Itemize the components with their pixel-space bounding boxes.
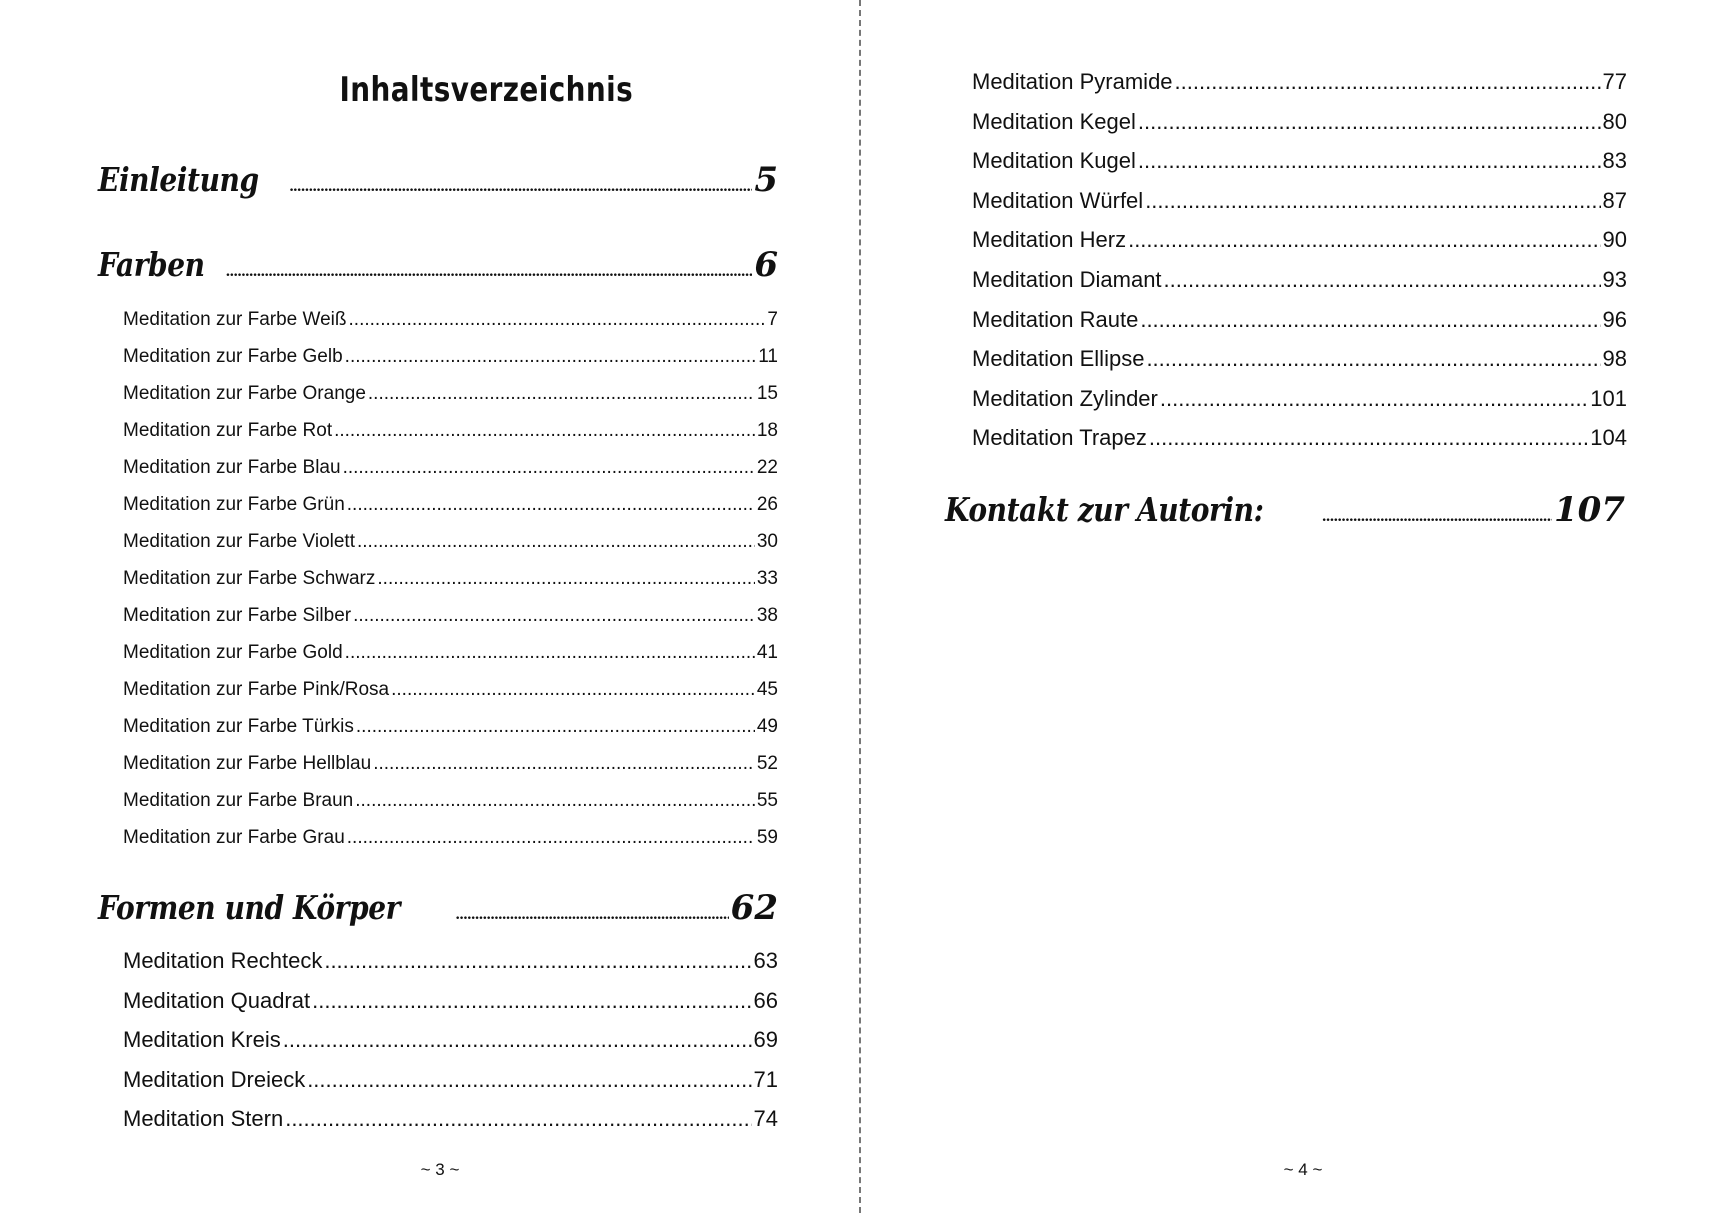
toc-entry[interactable] [972, 307, 1627, 333]
toc-entry[interactable] [972, 425, 1627, 451]
leader-dots [377, 568, 754, 590]
leader-dots [1164, 267, 1601, 293]
entry-page: 101 [1590, 385, 1627, 411]
entry-label: Meditation zur Farbe Braun [123, 790, 354, 811]
entry-label: Meditation Rechteck [123, 948, 323, 973]
leader-dots [1128, 227, 1600, 253]
entry-page: 11 [758, 346, 778, 367]
leader-dots [1175, 69, 1601, 95]
entry-label: Meditation Diamant [972, 267, 1162, 292]
toc-entry[interactable] [972, 69, 1627, 95]
entry-label: Meditation Herz [972, 227, 1127, 253]
section-label: Farben [98, 245, 205, 284]
toc-entry[interactable] [972, 227, 1627, 253]
toc-entry[interactable] [123, 420, 778, 442]
leader-dots [283, 1027, 752, 1053]
entry-label: Meditation zur Farbe Grau [123, 827, 345, 848]
entry-label: Meditation Würfel [972, 187, 1144, 213]
toc-entry[interactable] [972, 109, 1627, 135]
entry-page: 55 [756, 790, 778, 811]
entry-page: 45 [756, 679, 778, 700]
toc-entry[interactable] [972, 267, 1627, 293]
toc-entry[interactable] [123, 716, 778, 738]
entry-label: Meditation zur Farbe Türkis [123, 716, 354, 737]
page-number-footer: ~ 4 ~ [1283, 1160, 1323, 1179]
entry-page: 22 [756, 457, 778, 478]
entry-page: 93 [1602, 267, 1627, 292]
leader-dots [343, 457, 755, 479]
entry-page: 18 [756, 420, 778, 441]
leader-dots [345, 346, 757, 368]
entry-page: 38 [756, 605, 778, 626]
entry-page: 63 [753, 948, 778, 973]
toc-entry[interactable] [972, 148, 1627, 174]
entry-page: 52 [756, 753, 778, 774]
entry-label: Meditation zur Farbe Gold [123, 642, 343, 663]
leader-dots [357, 531, 755, 553]
entry-label: Meditation zur Farbe Orange [123, 383, 366, 404]
entry-label: Meditation zur Farbe Rot [123, 420, 333, 441]
leader-dots [1140, 307, 1600, 333]
toc-section-farben[interactable] [98, 245, 778, 285]
entry-page: 87 [1602, 187, 1627, 213]
section-label: Einleitung [98, 160, 259, 199]
toc-entry[interactable] [123, 531, 778, 553]
leader-dots [356, 716, 755, 738]
entry-label: Meditation zur Farbe Grün [123, 494, 345, 515]
entry-label: Meditation zur Farbe Blau [123, 457, 341, 478]
leader-dots [324, 948, 751, 974]
toc-entry[interactable] [123, 642, 778, 664]
toc-entry[interactable] [123, 1067, 778, 1093]
entry-page: 30 [756, 531, 778, 552]
entry-page: 15 [756, 383, 778, 404]
section-page: 6 [754, 245, 778, 285]
entry-label: Meditation Raute [972, 306, 1139, 332]
toc-entry[interactable] [123, 457, 778, 479]
entry-page: 66 [753, 987, 778, 1013]
toc-title: Inhaltsverzeichnis [339, 70, 634, 110]
entry-label: Meditation Stern [123, 1106, 284, 1132]
toc-section-kontakt[interactable] [945, 490, 1625, 530]
toc-entry[interactable] [123, 1027, 778, 1053]
entry-page: 96 [1602, 306, 1627, 332]
leader-dots [353, 605, 755, 627]
entry-page: 41 [756, 642, 778, 663]
toc-entry[interactable] [123, 790, 778, 812]
leader-dots [1322, 509, 1552, 525]
entry-page: 49 [756, 716, 778, 737]
entry-label: Meditation Ellipse [972, 346, 1145, 372]
leader-dots [347, 827, 755, 849]
leader-dots [373, 753, 755, 775]
toc-section-formen[interactable] [98, 888, 778, 928]
entry-page: 7 [767, 309, 778, 330]
entry-page: 59 [756, 827, 778, 848]
entry-page: 77 [1602, 69, 1627, 94]
leader-dots [1145, 188, 1600, 214]
toc-entry[interactable] [123, 1106, 778, 1132]
section-label: Formen und Körper [98, 888, 400, 927]
entry-page: 71 [753, 1066, 778, 1092]
toc-entry[interactable] [123, 988, 778, 1014]
toc-entry[interactable] [123, 753, 778, 775]
entry-page: 33 [756, 568, 778, 589]
toc-entry[interactable] [123, 948, 778, 974]
entry-page: 104 [1590, 425, 1627, 451]
leader-dots [368, 383, 755, 405]
leader-dots [1149, 425, 1588, 451]
toc-entry[interactable] [123, 827, 778, 849]
entry-label: Meditation zur Farbe Hellblau [123, 753, 372, 774]
toc-entry[interactable] [123, 494, 778, 516]
entry-page: 98 [1602, 346, 1627, 372]
toc-entry[interactable] [123, 679, 778, 701]
leader-dots [289, 179, 752, 195]
entry-label: Meditation Zylinder [972, 385, 1158, 411]
entry-label: Meditation Dreieck [123, 1066, 306, 1092]
toc-entry[interactable] [123, 605, 778, 627]
leader-dots [1146, 346, 1600, 372]
entry-page: 83 [1602, 148, 1627, 174]
entry-page: 26 [756, 494, 778, 515]
leader-dots [391, 679, 755, 701]
leader-dots [355, 790, 755, 812]
toc-entry[interactable] [123, 309, 778, 331]
leader-dots [345, 642, 755, 664]
toc-entry[interactable] [972, 386, 1627, 412]
entry-label: Meditation Kreis [123, 1027, 281, 1053]
entry-label: Meditation zur Farbe Violett [123, 531, 355, 552]
entry-label: Meditation zur Farbe Pink/Rosa [123, 679, 390, 700]
entry-label: Meditation zur Farbe Silber [123, 605, 352, 626]
entry-page: 74 [753, 1106, 778, 1132]
leader-dots [225, 264, 752, 280]
leader-dots [1138, 148, 1601, 174]
entry-label: Meditation zur Farbe Gelb [123, 346, 343, 367]
section-page: 5 [754, 160, 778, 200]
toc-entry[interactable] [972, 346, 1627, 372]
section-page: 62 [730, 888, 778, 928]
entry-label: Meditation zur Farbe Schwarz [123, 568, 376, 589]
entry-label: Meditation Kegel [972, 108, 1136, 134]
leader-dots [1160, 386, 1588, 412]
entry-page: 90 [1602, 227, 1627, 253]
leader-dots [334, 420, 755, 442]
entry-label: Meditation Pyramide [972, 69, 1173, 94]
entry-page: 80 [1602, 108, 1627, 134]
toc-entry[interactable] [123, 568, 778, 590]
leader-dots [455, 907, 728, 923]
entry-label: Meditation Quadrat [123, 987, 311, 1013]
section-label: Kontakt zur Autorin: [945, 490, 1264, 529]
toc-entry[interactable] [972, 188, 1627, 214]
leader-dots [285, 1106, 751, 1132]
section-page: 107 [1554, 490, 1625, 530]
right-page [862, 0, 1709, 1213]
toc-entry[interactable] [123, 383, 778, 405]
leader-dots [349, 309, 766, 331]
entry-label: Meditation Trapez [972, 425, 1147, 451]
leader-dots [312, 988, 751, 1014]
entry-label: Meditation zur Farbe Weiß [123, 309, 347, 330]
page-number-footer: ~ 3 ~ [420, 1160, 460, 1179]
leader-dots [347, 494, 755, 516]
toc-section-einleitung[interactable] [98, 160, 778, 200]
toc-entry[interactable] [123, 346, 778, 368]
entry-label: Meditation Kugel [972, 148, 1136, 174]
leader-dots [307, 1067, 751, 1093]
leader-dots [1138, 109, 1601, 135]
entry-page: 69 [753, 1027, 778, 1053]
